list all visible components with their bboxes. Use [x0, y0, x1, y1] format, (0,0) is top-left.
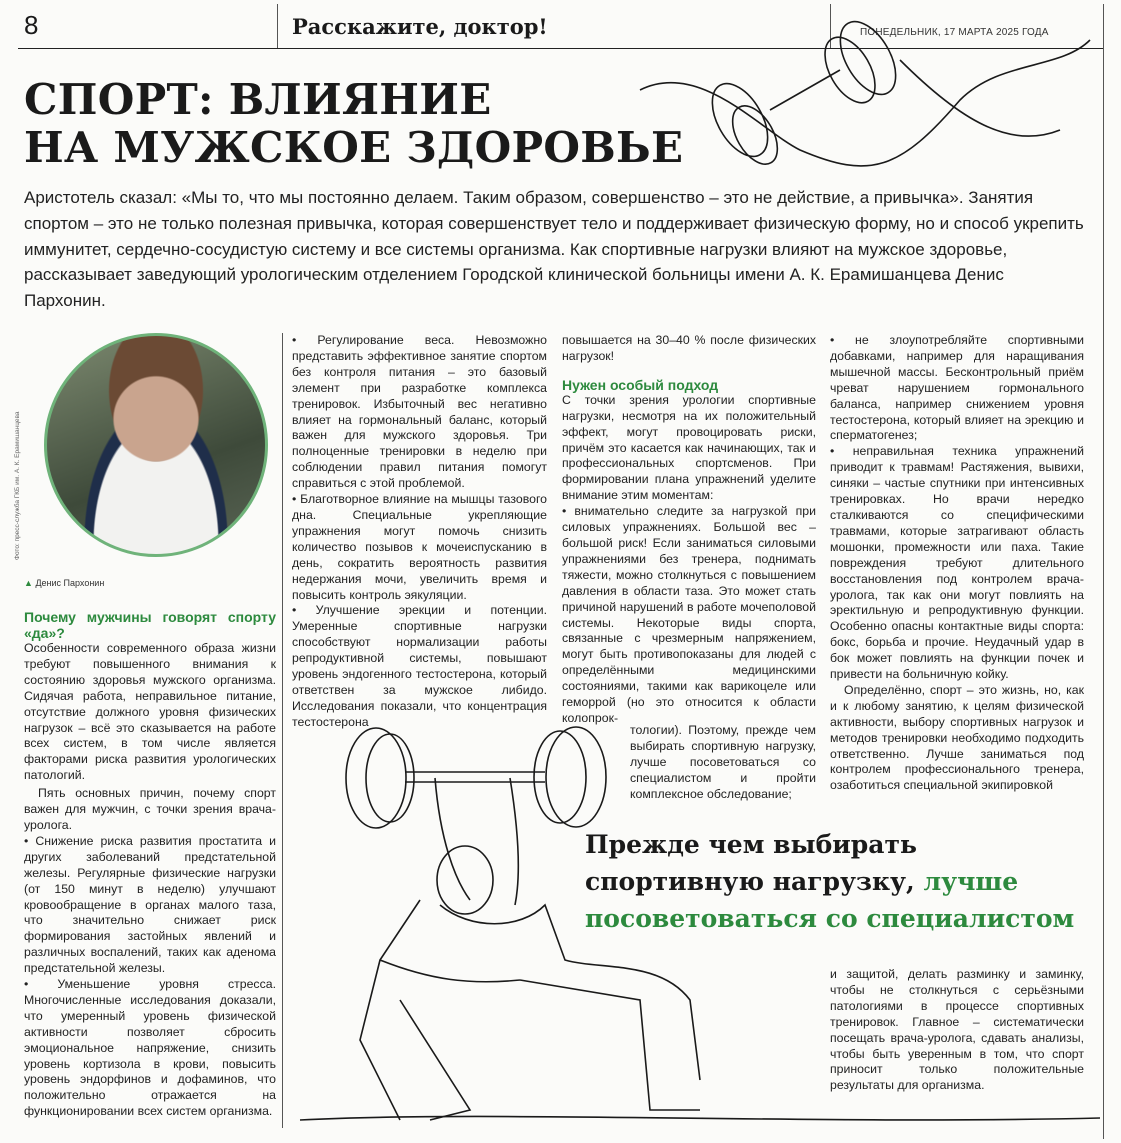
- column-1-paragraph-3: • Снижение риска развития простатита и других заболеваний предстательной железы. Регулярные физические нагрузки (от 150 минут в неделю) улучшают кровообращение в органах малого таза, что значительно снижает риск формирования застойных явлений и различных воспалений, таких как аденома предстательной железы.: [24, 833, 276, 976]
- headline-line-2: НА МУЖСКОЕ ЗДОРОВЬЕ: [24, 123, 684, 172]
- column-1-paragraph-4: • Уменьшение уровня стресса. Многочисленные исследования доказали, что умеренный уровень физической активности позволяет сбросить эмоциональное напряжение, снизить уровень кортизола в крови, повысить уровень эндорфинов и дофаминов, что положительно отражается на функционировании всех систем организма.: [24, 977, 276, 1119]
- issue-date: ПОНЕДЕЛЬНИК, 17 МАРТА 2025 ГОДА: [860, 27, 1049, 38]
- column-3-paragraph-1: С точки зрения урологии спортивные нагрузки, несмотря на их положительный эффект, могут провоцировать риски, причём это касается как начинающих, так и профессиональных спортсменов. При формировании плана упражнений уделите внимание этим моментам:: [562, 392, 816, 503]
- pull-quote-highlight: лучше: [923, 867, 1019, 896]
- pull-quote-line-3: посоветоваться со специалистом: [585, 904, 1075, 933]
- pull-quote: [585, 826, 1074, 937]
- right-edge-rule: [1103, 4, 1104, 1139]
- column-4-paragraph-2: • неправильная техника упражнений приводит к травмам! Растяжения, вывихи, синяки – частые спутники при интенсивных тренировках. Но врачи нередко сталкиваются со специфическими травмами, которые затрагивают область мошонки, промежности или паха. Такие повреждения требуют длительного восстановления под контролем врача-уролога, так как они могут повлиять на эректильную и репродуктивную функции. Особенно опасны контактные виды спорта: бокс, борьба и прочие. Неудачный удар в бок может повлиять на функции почек и привести на больничную койку.: [830, 444, 1084, 682]
- column-2: [292, 333, 547, 731]
- column-1-paragraph-2: Пять основных причин, почему спорт важен для мужчин, с точки зрения врача-уролога.: [24, 786, 276, 832]
- pull-quote-line-1: Прежде чем выбирать: [585, 830, 917, 859]
- column-4-bottom: [830, 967, 1084, 1094]
- column-4-paragraph-4: и защитой, делать разминку и заминку, чтобы не столкнуться с серьёзными патологиями в процессе спортивных тренировок. Главное – систематически посещать врача-уролога, сдавать анализы, чтобы быть уверенным в том, что спорт приносит только положительные результаты для организма.: [830, 967, 1084, 1093]
- doctor-portrait: [44, 333, 268, 557]
- column-4: [830, 333, 1084, 794]
- column-3-paragraph-0: повышается на 30–40 % после физических нагрузок!: [562, 333, 816, 363]
- column-1: [24, 609, 276, 1120]
- column-1-heading: Почему мужчины говорят спорту «да»?: [24, 609, 276, 641]
- caption-text: Денис Пархонин: [35, 578, 105, 588]
- column-4-paragraph-1: • не злоупотребляйте спортивными добавками, например для наращивания мышечной массы. Бесконтрольный приём чреват нарушением гормонального баланса, например снижением уровня тестостерона, который влияет на эрекцию и сперматогенез;: [830, 333, 1084, 443]
- column-2-paragraph-2: • Благотворное влияние на мышцы тазового дна. Специальные укрепляющие упражнения могут помочь снизить количество позывов к мочеиспусканию в день, сократить вероятность развития недержания мочи, увеличить время и повысить контроль эякуляции.: [292, 492, 547, 602]
- column-3-top: [562, 333, 816, 727]
- photo-caption: [24, 578, 104, 588]
- column-3-heading: Нужен особый подход: [562, 376, 719, 393]
- column-divider-1: [282, 333, 283, 1128]
- dumbbell-drawing: [640, 12, 1090, 171]
- column-2-paragraph-3: • Улучшение эрекции и потенции. Умеренные спортивные нагрузки способствуют нормализации работы репродуктивной системы, повышают уровень эндогенного тестостерона, который ответствен за мужское либидо. Исследования показали, что концентрация тестостерона: [292, 603, 547, 729]
- column-1-paragraph-1: Особенности современного образа жизни требуют повышенного внимания к состоянию здоровья мужского организма. Сидячая работа, неправильное питание, отсутствие должного уровня физических нагрузок – всё это сказывается на работе всех систем, в том числе является факторами риска развития урологических патологий.: [24, 641, 276, 783]
- pull-quote-line-2: спортивную нагрузку,: [585, 867, 924, 896]
- headline: [24, 76, 683, 172]
- column-3-paragraph-2: • внимательно следите за нагрузкой при силовых упражнениях. Большой вес – большой риск! Если заниматься силовыми упражнениями без тренера, поднимать тяжести, можно столкнуться с повышением давления в области таза. Это может стать причиной нарушений в работе мочеполовой системы. Некоторые виды спорта, связанные с чрезмерным напряжением, могут быть противопоказаны для людей с определёнными медицинскими состояниями, такими как варикоцеле или геморрой (но это относится к области колопрок-: [562, 504, 816, 725]
- column-3-paragraph-3: тологии). Поэтому, прежде чем выбирать спортивную нагрузку, лучше посоветоваться со специалистом и пройти комплексное обследование;: [630, 723, 816, 801]
- headline-line-1: СПОРТ: ВЛИЯНИЕ: [24, 75, 492, 124]
- column-2-paragraph-1: • Регулирование веса. Невозможно представить эффективное занятие спортом без контроля питания – это базовый элемент при разработке комплекса тренировок. Избыточный вес негативно влияет на гормональный баланс, который важен для мужского здоровья. Три полноценные тренировки в неделю при соблюдении правил питания помогут справиться с этой проблемой.: [292, 333, 547, 491]
- column-3-bottom: [630, 723, 816, 803]
- photo-credit: Фото: пресс-служба ГКБ им. А. К. Ерамишанцева: [14, 411, 21, 560]
- lead-paragraph: Аристотель сказал: «Мы то, что мы постоянно делаем. Таким образом, совершенство – это не действие, а привычка». Занятия спортом – это не только полезная привычка, которая совершенствует тело и поддерживает физическую форму, но и способ укрепить иммунитет, сердечно-сосудистую систему и все системы организма. Как спортивные нагрузки влияют на мужское здоровье, рассказывает заведующий урологическим отделением Городской клинической больницы имени А. К. Ерамишанцева Денис Пархонин.: [24, 188, 1084, 311]
- page-number: 8: [24, 10, 39, 40]
- caption-triangle-icon: ▲: [24, 578, 33, 588]
- section-rubric: Расскажите, доктор!: [292, 14, 548, 39]
- column-4-paragraph-3: Определённо, спорт – это жизнь, но, как и к любому занятию, к целям физической активности, выбору спортивных нагрузок и методов тренировки необходимо подходить ответственно. Лучше заниматься под контролем профессионального тренера, озаботиться специальной экипировкой: [830, 682, 1084, 793]
